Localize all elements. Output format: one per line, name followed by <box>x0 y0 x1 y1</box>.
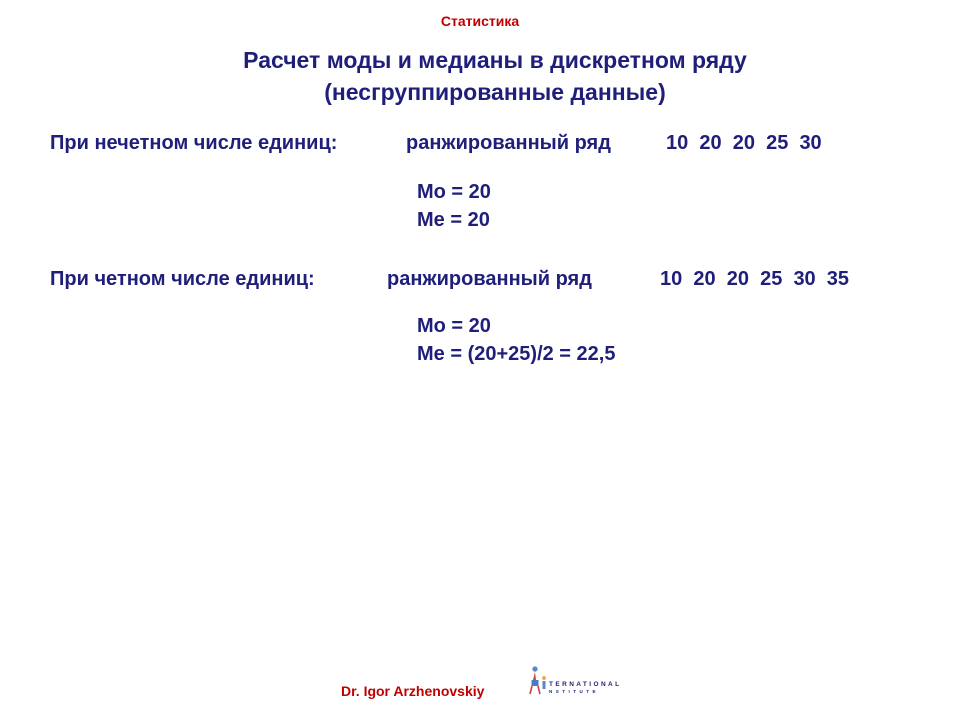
odd-mode: Мо = 20 <box>417 181 491 203</box>
slide-subtitle: (несгруппированные данные) <box>324 79 666 105</box>
even-series-values: 10 20 20 25 30 35 <box>660 268 850 290</box>
slide-title: Расчет моды и медианы в дискретном ряду <box>243 47 747 73</box>
even-case-label: При четном числе единиц: <box>50 268 315 290</box>
author-name: Dr. Igor Arzhenovskiy <box>341 683 485 699</box>
institute-logo-icon <box>527 664 627 704</box>
even-median: Ме = (20+25)/2 = 22,5 <box>417 343 616 365</box>
odd-case-label: При нечетном числе единиц: <box>50 132 338 154</box>
odd-median: Ме = 20 <box>417 209 490 231</box>
logo-line1: TERNATIONAL <box>549 681 622 688</box>
odd-series-values: 10 20 20 25 30 <box>666 132 822 154</box>
even-series-label: ранжированный ряд <box>387 268 592 290</box>
slide-header: Статистика <box>440 13 520 29</box>
logo-line2: NSTITUTE <box>549 689 599 694</box>
even-mode: Мо = 20 <box>417 315 491 337</box>
odd-series-label: ранжированный ряд <box>406 132 611 154</box>
